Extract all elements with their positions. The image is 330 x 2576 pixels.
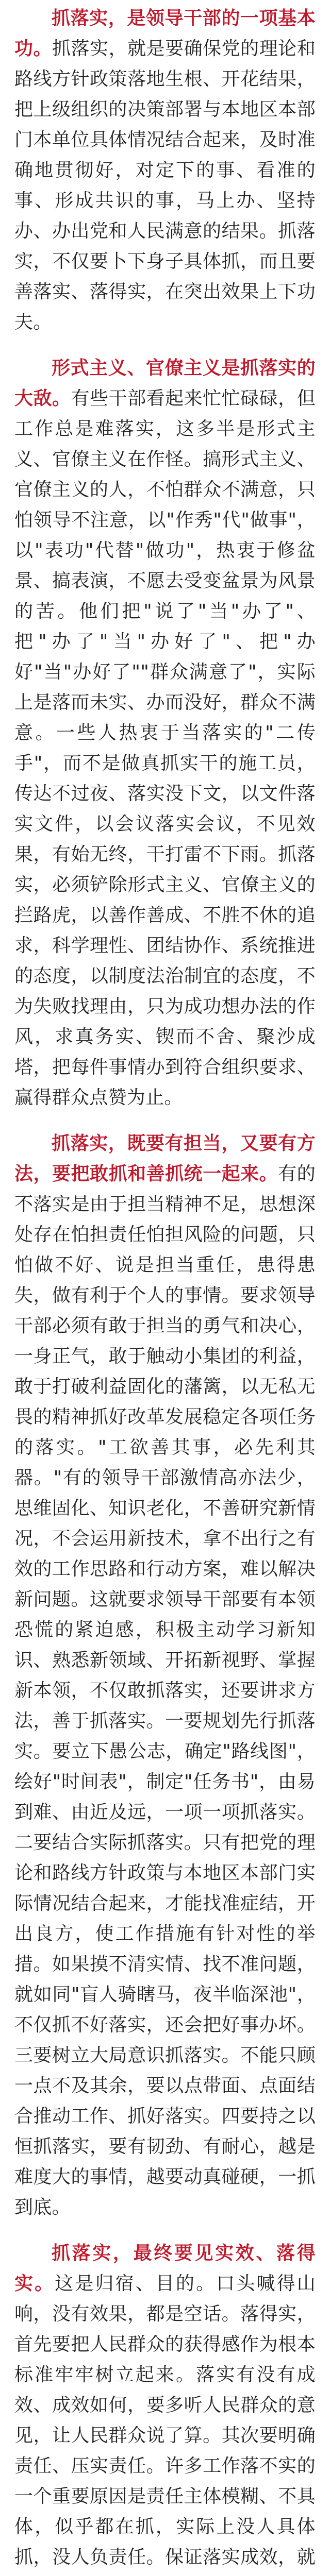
paragraph-3-lead: 抓落实，既要有担当，又要有方法，要把敢抓和善抓统一起来。	[14, 1133, 316, 1184]
paragraph-2-body: 有些干部看起来忙忙碌碌，但工作总是难落实，这多半是形式主义、官僚主义在作怪。搞形式主义、官僚主义的人，不怕群众不满意，只怕领导不注意，以"作秀"代"做事"，以"表功"代替"做功"，热衷于修盆景、搞表演，不愿去受变盆景为风景的苦。他们把"说了"当"办了"、把"办了"当"办好了"、把"办好"当"办好了""群众满意了"，实际上是落而未实、办而没好，群众不满意。一些人热衷于当落实的"二传手"，而不是做真抓实干的施工员，传达不过夜、落实没下文，以文件落实文件，以会议落实会议，不见效果，有始无终，干打雷不下雨。抓落实，必须铲除形式主义、官僚主义的拦路虎，以善作善成、不胜不休的追求，科学理性、团结协作、系统推进的态度，以制度法治制宜的态度，不为失败找理由，只为成功想办法的作风，求真务实、锲而不舍、聚沙成塔，把每件事情办到符合组织要求、赢得群众点赞为止。	[14, 388, 316, 1108]
paragraph-4	[14, 2238, 316, 2576]
paragraph-1-body: 抓落实，就是要确保党的理论和路线方针政策落地生根、开花结果，把上级组织的决策部署与本地区本部门本单位具体情况结合起来，及时准确地贯彻好，对定下的事、看准的事、形成共识的事，马上办、坚持办、办出党和人民满意的结果。抓落实，不仅要卜下身子具体抓，而且要善落实、落得实，在突出效果上下功夫。	[14, 38, 316, 333]
paragraph-4-body: 这是归宿、目的。口头喊得山响，没有效果，都是空话。落得实，首先要把人民群众的获得感作为根本标准牢牢树立起来。落实有没有成效、成效如何，要多听人民群众的意见，让人民群众说了算。其次要明确责任、压实责任。许多工作落不实的一个重要原因是责任主体模糊、不具体，似乎都在抓，实际上没人具体抓，没人负责任。保证落实成效，就	[14, 2273, 316, 2568]
paragraph-2-lead: 形式主义、官僚主义是抓落实的大敌。	[14, 358, 316, 409]
paragraph-3-body: 有的不落实是由于担当精神不足，思想深处存在怕担责任怕担风险的问题，只怕做不好、说是担当重任，患得患失，做有利于个人的事情。要求领导干部必须有敢于担当的勇气和决心，一身正气，敢于触动小集团的利益，敢于打破利益固化的藩篱，以无私无畏的精神抓好改革发展稳定各项任务的落实。"工欲善其事，必先利其器。"有的领导干部激情高亦法少，思维固化、知识老化，不善研究新情况，不会运用新技术，拿不出行之有效的工作思路和行动方案，难以解决新问题。这就要求领导干部要有本领恐慌的紧迫感，积极主动学习新知识、熟悉新领域、开拓新视野、掌握新本领，不仅敢抓落实，还要讲求方法，善于抓落实。一要规划先行抓落实。要立下愚公志，确定"路线图"，绘好"时间表"，制定"任务书"，由易到难、由近及远，一项一项抓落实。二要结合实际抓落实。只有把党的理论和路线方针政策与本地区本部门实际情况结合起来，才能找准症结，开出良方，使工作措施有针对性的举措。如果摸不清实情、找不准问题，就如同"盲人骑瞎马，夜半临深池"，不仅抓不好落实，还会把好事办坏。三要树立大局意识抓落实。不能只顾一点不及其余，要以点带面、点面结合推动工作、抓好落实。四要持之以恒抓落实，要有韧劲、有耐心，越是难度大的事情，越要动真碰硬，一抓到底。	[14, 1163, 316, 2218]
paragraph-1	[14, 3, 316, 337]
paragraph-3	[14, 1128, 316, 2223]
paragraph-1-lead: 抓落实，是领导干部的一项基本功。	[14, 8, 316, 59]
paragraph-4-lead: 抓落实，最终要见实效、落得实。	[14, 2243, 316, 2294]
paragraph-2	[14, 353, 316, 1113]
